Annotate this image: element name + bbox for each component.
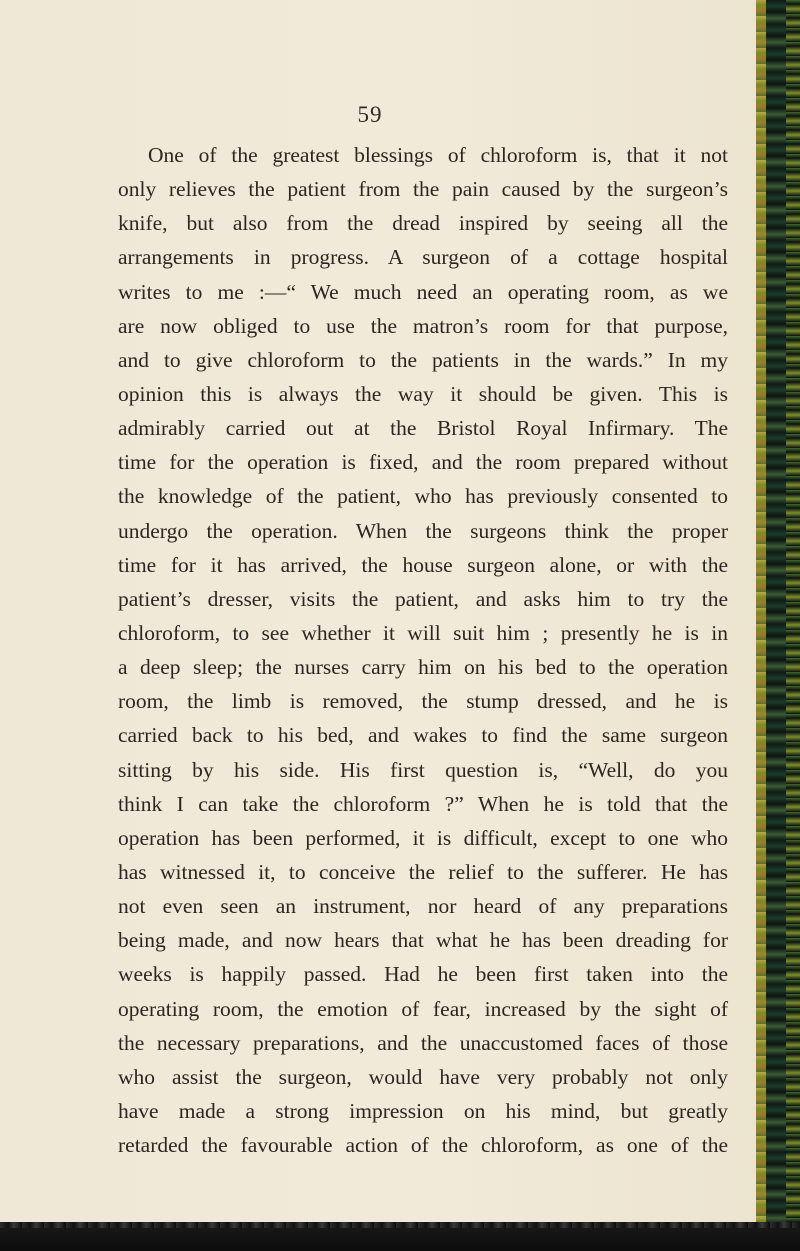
text-line: knife, but also from the dread inspired by seeing all the	[118, 211, 728, 236]
text-line: who assist the surgeon, would have very probably not only	[118, 1064, 728, 1089]
text-line: the knowledge of the patient, who has previously consented to	[118, 484, 728, 509]
text-line: only relieves the patient from the pain caused by the surgeon’s	[118, 177, 728, 202]
text-line: writes to me :—“ We much need an operating room, as we	[118, 279, 728, 304]
text-line: carried back to his bed, and wakes to find the same surgeon	[118, 723, 728, 748]
bottom-shadow-band	[0, 1222, 800, 1251]
text-line: weeks is happily passed. Had he been first taken into the	[118, 962, 728, 987]
text-line: a deep sleep; the nurses carry him on his bed to the operation	[118, 655, 728, 680]
text-line: One of the greatest blessings of chloroform is, that it not	[148, 143, 728, 167]
text-line: think I can take the chloroform ?” When he is told that the	[118, 791, 728, 816]
text-line: opinion this is always the way it should be given. This is	[118, 381, 728, 406]
text-line: chloroform, to see whether it will suit him ; presently he is in	[118, 620, 728, 645]
text-line: and to give chloroform to the patients in the wards.” In my	[118, 347, 728, 372]
text-line: being made, and now hears that what he has been dreading for	[118, 928, 728, 953]
text-line: arrangements in progress. A surgeon of a cottage hospital	[118, 245, 728, 270]
text-line: has witnessed it, to conceive the relief to the sufferer. He has	[118, 859, 728, 884]
text-line: patient’s dresser, visits the patient, and asks him to try the	[118, 586, 728, 611]
text-line: the necessary preparations, and the unaccustomed faces of those	[118, 1030, 728, 1055]
body-text	[118, 138, 728, 1162]
text-line: operation has been performed, it is difficult, except to one who	[118, 825, 728, 850]
text-line: operating room, the emotion of fear, increased by the sight of	[118, 996, 728, 1021]
text-line: retarded the favourable action of the chloroform, as one of the	[118, 1133, 728, 1158]
text-line: room, the limb is removed, the stump dressed, and he is	[118, 689, 728, 714]
text-line: not even seen an instrument, nor heard of any preparations	[118, 894, 728, 919]
text-line: time for it has arrived, the house surgeon alone, or with the	[118, 552, 728, 577]
text-line: admirably carried out at the Bristol Royal Infirmary. The	[118, 416, 728, 441]
text-line: sitting by his side. His first question is, “Well, do you	[118, 757, 728, 782]
book-page-edge	[756, 0, 800, 1251]
text-line: have made a strong impression on his mind, but greatly	[118, 1098, 728, 1123]
text-line: time for the operation is fixed, and the room prepared without	[118, 450, 728, 475]
text-line: undergo the operation. When the surgeons think the proper	[118, 518, 728, 543]
text-line: are now obliged to use the matron’s room for that purpose,	[118, 313, 728, 338]
page-number: 59	[357, 102, 383, 127]
